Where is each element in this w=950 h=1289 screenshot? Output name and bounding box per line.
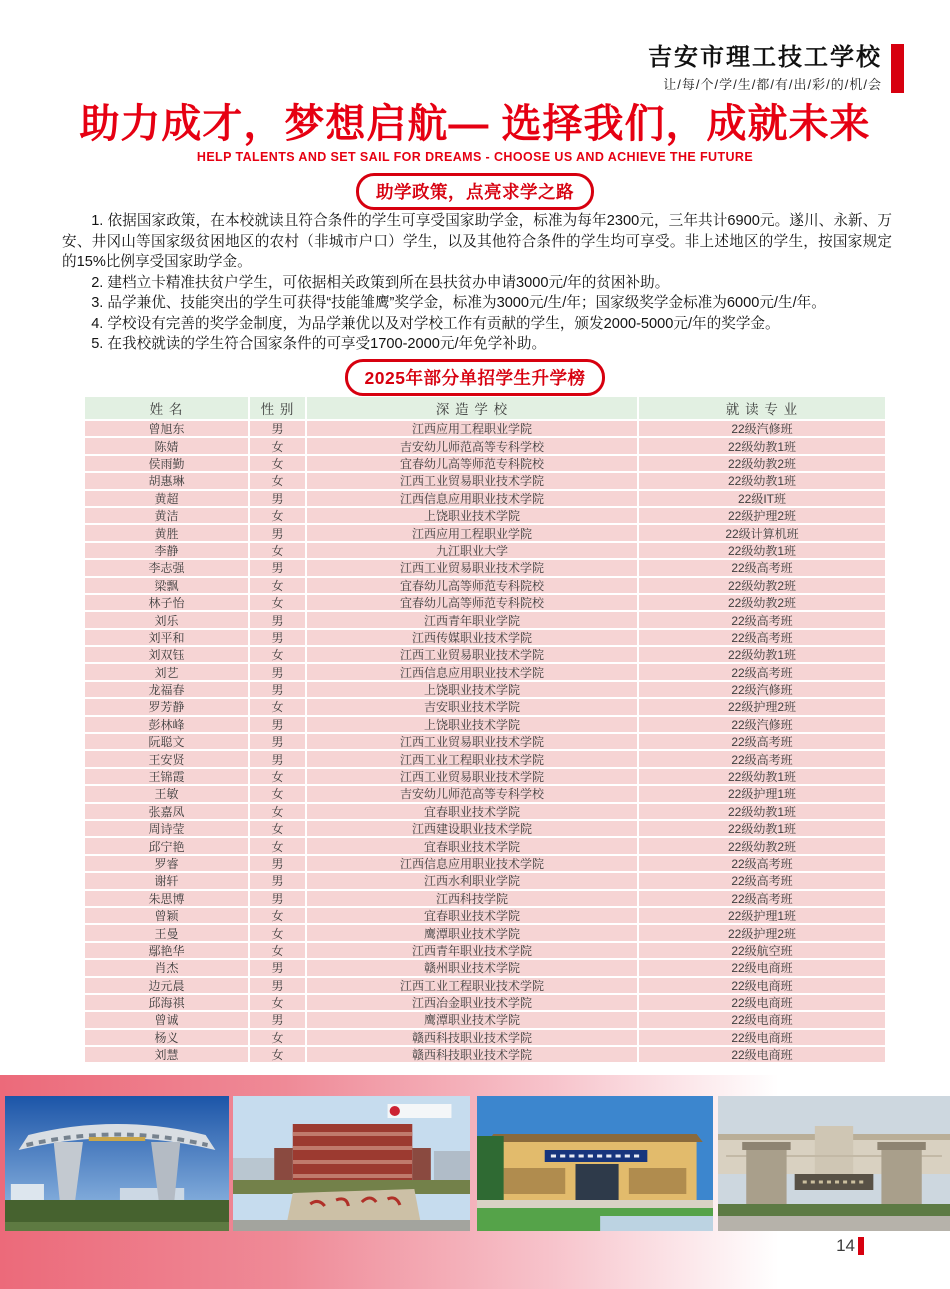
col-header-name: 姓 名 — [85, 397, 248, 419]
cell-name: 曾旭东 — [85, 421, 248, 436]
cell-name: 刘慧 — [85, 1047, 248, 1062]
cell-gender: 男 — [250, 751, 305, 766]
cell-gender: 女 — [250, 456, 305, 471]
table-row — [85, 804, 885, 819]
table-row — [85, 995, 885, 1010]
cell-major: 22级高考班 — [639, 612, 885, 627]
cell-gender: 男 — [250, 1012, 305, 1027]
cell-name: 刘平和 — [85, 630, 248, 645]
table-row — [85, 908, 885, 923]
table-row — [85, 1047, 885, 1062]
cell-name: 罗芳静 — [85, 699, 248, 714]
cell-gender: 男 — [250, 612, 305, 627]
cell-major: 22级幼教1班 — [639, 647, 885, 662]
table-header-row — [85, 397, 885, 419]
cell-major: 22级高考班 — [639, 873, 885, 888]
cell-major: 22级幼教1班 — [639, 769, 885, 784]
cell-school: 江西工业贸易职业技术学院 — [307, 734, 637, 749]
table-row — [85, 664, 885, 679]
cell-major: 22级护理2班 — [639, 508, 885, 523]
cell-major: 22级幼教2班 — [639, 838, 885, 853]
cell-school: 江西传媒职业技术学院 — [307, 630, 637, 645]
cell-name: 黄洁 — [85, 508, 248, 523]
cell-school: 江西工业贸易职业技术学院 — [307, 473, 637, 488]
cell-major: 22级电商班 — [639, 995, 885, 1010]
cell-gender: 女 — [250, 925, 305, 940]
table-row — [85, 508, 885, 523]
cell-major: 22级高考班 — [639, 664, 885, 679]
cell-gender: 女 — [250, 786, 305, 801]
cell-school: 宜春幼儿高等师范专科院校 — [307, 578, 637, 593]
cell-name: 王锦霞 — [85, 769, 248, 784]
cell-school: 赣西科技职业技术学院 — [307, 1047, 637, 1062]
table-row — [85, 491, 885, 506]
cell-name: 李静 — [85, 543, 248, 558]
ranking-badge: 2025年部分单招学生升学榜 — [345, 359, 606, 396]
cell-school: 吉安幼儿师范高等专科学校 — [307, 786, 637, 801]
cell-name: 边元晨 — [85, 978, 248, 993]
cell-gender: 男 — [250, 682, 305, 697]
cell-gender: 女 — [250, 438, 305, 453]
table-row — [85, 838, 885, 853]
cell-school: 赣西科技职业技术学院 — [307, 1030, 637, 1045]
table-row — [85, 647, 885, 662]
cell-name: 邱海祺 — [85, 995, 248, 1010]
policy-item: 5. 在我校就读的学生符合国家条件的可享受1700-2000元/年免学补助。 — [91, 336, 547, 352]
table-row — [85, 943, 885, 958]
cell-name: 周诗莹 — [85, 821, 248, 836]
cell-gender: 男 — [250, 664, 305, 679]
cell-major: 22级高考班 — [639, 751, 885, 766]
cell-name: 黄超 — [85, 491, 248, 506]
cell-name: 肖杰 — [85, 960, 248, 975]
cell-gender: 男 — [250, 630, 305, 645]
cell-major: 22级电商班 — [639, 1047, 885, 1062]
cell-school: 吉安幼儿师范高等专科学校 — [307, 438, 637, 453]
footer-band — [0, 1075, 950, 1289]
masthead-text — [648, 44, 882, 93]
cell-gender: 男 — [250, 960, 305, 975]
cell-name: 曾颖 — [85, 908, 248, 923]
cell-name: 胡惠琳 — [85, 473, 248, 488]
cell-gender: 女 — [250, 804, 305, 819]
table-row — [85, 456, 885, 471]
cell-major: 22级护理1班 — [639, 786, 885, 801]
cell-school: 江西水利职业学院 — [307, 873, 637, 888]
policy-item: 2. 建档立卡精准扶贫户学生，可依据相关政策到所在县扶贫办申请3000元/年的贫困补助。 — [91, 274, 670, 291]
cell-name: 侯雨勤 — [85, 456, 248, 471]
cell-gender: 女 — [250, 473, 305, 488]
cell-school: 九江职业大学 — [307, 543, 637, 558]
cell-name: 王曼 — [85, 925, 248, 940]
cell-school: 吉安职业技术学院 — [307, 699, 637, 714]
cell-school: 上饶职业技术学院 — [307, 508, 637, 523]
table-row — [85, 751, 885, 766]
ranking-badge-row — [0, 359, 950, 396]
cell-school: 宜春职业技术学院 — [307, 804, 637, 819]
table-row — [85, 612, 885, 627]
table-row — [85, 560, 885, 575]
cell-school: 上饶职业技术学院 — [307, 717, 637, 732]
yellow-college-entrance-illustration — [477, 1096, 713, 1231]
cell-major: 22级幼教1班 — [639, 821, 885, 836]
cell-gender: 男 — [250, 560, 305, 575]
cell-school: 江西科技学院 — [307, 891, 637, 906]
yellow-college-entrance-photo — [477, 1096, 713, 1231]
cell-name: 朱思博 — [85, 891, 248, 906]
masthead — [648, 44, 904, 93]
cell-gender: 男 — [250, 978, 305, 993]
cell-gender: 男 — [250, 421, 305, 436]
stone-gate-campus-illustration — [718, 1096, 950, 1231]
cell-major: 22级幼教2班 — [639, 456, 885, 471]
cell-name: 王敏 — [85, 786, 248, 801]
cell-name: 王安贤 — [85, 751, 248, 766]
cell-gender: 女 — [250, 1047, 305, 1062]
cell-gender: 男 — [250, 856, 305, 871]
table-body — [85, 421, 885, 1062]
table-row — [85, 769, 885, 784]
cell-gender: 女 — [250, 943, 305, 958]
cell-gender: 男 — [250, 491, 305, 506]
cell-gender: 女 — [250, 699, 305, 714]
policy-item: 1. 依据国家政策，在本校就读且符合条件的学生可享受国家助学金，标准为每年2300元，三年共计6900元。遂川、永新、万安、井冈山等国家级贫困地区的农村（非城市户口）学生，以及其他符合条件的学生均可享受。非上述地区的学生，按国家规定的15%比例享受国家助学金。 — [62, 213, 892, 270]
table-row — [85, 821, 885, 836]
cell-name: 邱宁艳 — [85, 838, 248, 853]
page-number-red-bar — [858, 1237, 864, 1255]
table-row — [85, 925, 885, 940]
cell-name: 杨义 — [85, 1030, 248, 1045]
cell-major: 22级汽修班 — [639, 421, 885, 436]
cell-name: 鄢艳华 — [85, 943, 248, 958]
policy-badge: 助学政策，点亮求学之路 — [356, 173, 594, 210]
cell-major: 22级电商班 — [639, 960, 885, 975]
cell-school: 江西应用工程职业学院 — [307, 421, 637, 436]
cell-school: 江西青年职业技术学院 — [307, 943, 637, 958]
cell-name: 罗睿 — [85, 856, 248, 871]
policy-list — [62, 211, 892, 355]
table-row — [85, 717, 885, 732]
cell-major: 22级电商班 — [639, 978, 885, 993]
stone-gate-campus-photo — [718, 1096, 950, 1231]
red-university-building-photo — [233, 1096, 470, 1231]
cell-school: 江西工业贸易职业技术学院 — [307, 769, 637, 784]
cell-name: 刘双钰 — [85, 647, 248, 662]
page-subtitle: HELP TALENTS AND SET SAIL FOR DREAMS - CHOOSE US AND ACHIEVE THE FUTURE — [196, 150, 754, 164]
cell-gender: 男 — [250, 734, 305, 749]
table-row — [85, 473, 885, 488]
cell-major: 22级幼教2班 — [639, 595, 885, 610]
cell-major: 22级计算机班 — [639, 525, 885, 540]
table-row — [85, 525, 885, 540]
cell-school: 上饶职业技术学院 — [307, 682, 637, 697]
cell-name: 谢轩 — [85, 873, 248, 888]
table-row — [85, 1030, 885, 1045]
cell-name: 刘乐 — [85, 612, 248, 627]
cell-major: 22级高考班 — [639, 560, 885, 575]
admission-table — [85, 397, 885, 1062]
cell-major: 22级幼教1班 — [639, 438, 885, 453]
cell-school: 江西建设职业技术学院 — [307, 821, 637, 836]
table-row — [85, 786, 885, 801]
table-row — [85, 578, 885, 593]
cell-name: 曾诚 — [85, 1012, 248, 1027]
cell-major: 22级电商班 — [639, 1030, 885, 1045]
cell-major: 22级护理1班 — [639, 908, 885, 923]
policy-badge-row — [0, 173, 950, 210]
cell-name: 黄胜 — [85, 525, 248, 540]
page-number: 14 — [836, 1236, 855, 1255]
cell-gender: 男 — [250, 525, 305, 540]
cell-major: 22级幼教1班 — [639, 543, 885, 558]
cell-school: 江西工业工程职业技术学院 — [307, 978, 637, 993]
cell-gender: 男 — [250, 717, 305, 732]
cell-name: 陈婧 — [85, 438, 248, 453]
cell-school: 江西工业工程职业技术学院 — [307, 751, 637, 766]
cell-school: 江西应用工程职业学院 — [307, 525, 637, 540]
cell-school: 宜春职业技术学院 — [307, 838, 637, 853]
cell-school: 宜春幼儿高等师范专科院校 — [307, 595, 637, 610]
cell-name: 刘艺 — [85, 664, 248, 679]
table-row — [85, 856, 885, 871]
cell-school: 鹰潭职业技术学院 — [307, 1012, 637, 1027]
cell-school: 江西信息应用职业技术学院 — [307, 664, 637, 679]
table-row — [85, 595, 885, 610]
table-row — [85, 978, 885, 993]
cell-name: 梁飘 — [85, 578, 248, 593]
cell-school: 江西信息应用职业技术学院 — [307, 491, 637, 506]
cell-name: 李志强 — [85, 560, 248, 575]
cell-major: 22级高考班 — [639, 891, 885, 906]
cell-school: 江西工业贸易职业技术学院 — [307, 647, 637, 662]
red-university-building-illustration — [233, 1096, 470, 1231]
cell-name: 龙福春 — [85, 682, 248, 697]
table-row — [85, 1012, 885, 1027]
cell-major: 22级幼教1班 — [639, 804, 885, 819]
cell-school: 江西青年职业学院 — [307, 612, 637, 627]
cell-major: 22级航空班 — [639, 943, 885, 958]
cell-major: 22级高考班 — [639, 856, 885, 871]
cell-major: 22级IT班 — [639, 491, 885, 506]
page-number-block — [836, 1236, 864, 1256]
cell-gender: 女 — [250, 578, 305, 593]
school-name: 吉安市理工技工学校 — [648, 42, 882, 71]
cell-name: 彭林峰 — [85, 717, 248, 732]
cell-gender: 女 — [250, 908, 305, 923]
cell-school: 赣州职业技术学院 — [307, 960, 637, 975]
cell-major: 22级护理2班 — [639, 699, 885, 714]
cell-gender: 女 — [250, 769, 305, 784]
cell-major: 22级电商班 — [639, 1012, 885, 1027]
cell-school: 江西信息应用职业技术学院 — [307, 856, 637, 871]
cell-gender: 女 — [250, 508, 305, 523]
table-row — [85, 734, 885, 749]
cell-major: 22级幼教1班 — [639, 473, 885, 488]
cell-major: 22级汽修班 — [639, 717, 885, 732]
cell-gender: 女 — [250, 838, 305, 853]
table-row — [85, 438, 885, 453]
cell-gender: 女 — [250, 595, 305, 610]
table-row — [85, 543, 885, 558]
campus-gate-arch-photo — [5, 1096, 229, 1231]
policy-item: 4. 学校设有完善的奖学金制度，为品学兼优以及对学校工作有贡献的学生，颁发2000-5000元/年的奖学金。 — [91, 315, 780, 332]
table-row — [85, 421, 885, 436]
table-row — [85, 682, 885, 697]
cell-school: 江西工业贸易职业技术学院 — [307, 560, 637, 575]
table-row — [85, 891, 885, 906]
cell-name: 林子怡 — [85, 595, 248, 610]
red-accent-bar — [891, 44, 904, 93]
col-header-major: 就 读 专 业 — [639, 397, 885, 419]
cell-school: 鹰潭职业技术学院 — [307, 925, 637, 940]
cell-school: 江西冶金职业技术学院 — [307, 995, 637, 1010]
cell-gender: 男 — [250, 873, 305, 888]
cell-major: 22级护理2班 — [639, 925, 885, 940]
cell-school: 宜春职业技术学院 — [307, 908, 637, 923]
page-title: 助力成才，梦想启航— 选择我们，成就未来 — [79, 102, 871, 146]
policy-item: 3. 品学兼优、技能突出的学生可获得“技能雏鹰”奖学金，标准为3000元/生/年；国家级奖学金标准为6000元/生/年。 — [91, 295, 826, 311]
cell-gender: 女 — [250, 821, 305, 836]
table-row — [85, 699, 885, 714]
cell-school: 宜春幼儿高等师范专科院校 — [307, 456, 637, 471]
table-row — [85, 960, 885, 975]
cell-gender: 女 — [250, 995, 305, 1010]
cell-name: 阮聪文 — [85, 734, 248, 749]
cell-gender: 女 — [250, 1030, 305, 1045]
cell-major: 22级高考班 — [639, 734, 885, 749]
campus-gate-arch-illustration — [5, 1096, 229, 1231]
cell-major: 22级汽修班 — [639, 682, 885, 697]
table-row — [85, 630, 885, 645]
cell-major: 22级幼教2班 — [639, 578, 885, 593]
col-header-school: 深 造 学 校 — [307, 397, 637, 419]
cell-major: 22级高考班 — [639, 630, 885, 645]
school-slogan: 让/每/个/学/生/都/有/出/彩/的/机/会 — [663, 77, 882, 93]
cell-gender: 女 — [250, 647, 305, 662]
col-header-gender: 性 别 — [250, 397, 305, 419]
cell-gender: 男 — [250, 891, 305, 906]
cell-name: 张嘉凤 — [85, 804, 248, 819]
cell-gender: 女 — [250, 543, 305, 558]
table-row — [85, 873, 885, 888]
